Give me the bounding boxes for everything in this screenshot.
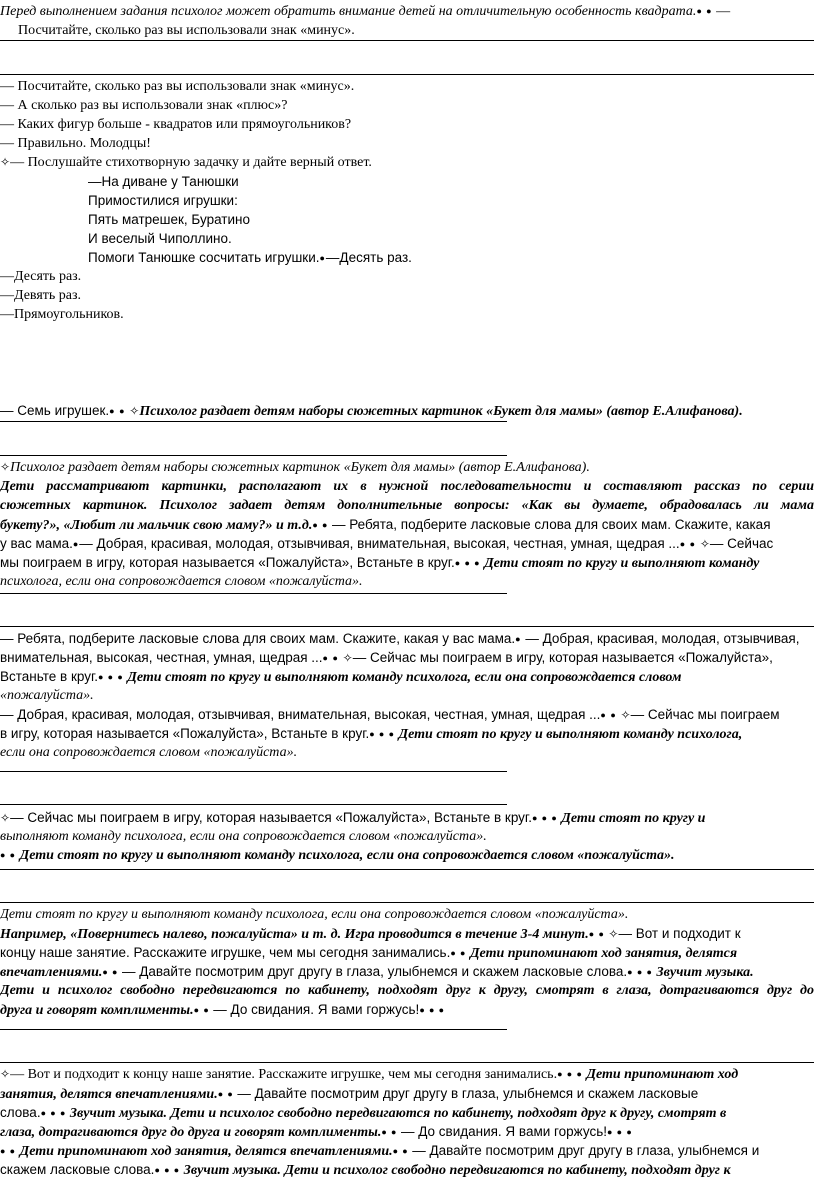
bullet-dots-icon: ● ● ● [419, 1005, 446, 1015]
paragraph-line [0, 667, 814, 686]
speech-text: концу наше занятие. Расскажите игрушке, чем мы сегодня занимались. [0, 945, 451, 960]
section-toys [0, 401, 814, 420]
star-icon: ✧ [0, 460, 11, 474]
dialogue-line [0, 153, 814, 172]
answer-line: —Девять раз. [0, 288, 82, 303]
paragraph-line: Дети и психолог свободно передвигаются по кабинету, подходят друг к другу, смотрят в глаза, дотрагиваются друг до [0, 983, 814, 998]
star-icon: ✧ [342, 651, 353, 665]
section-game [0, 808, 814, 865]
paragraph-line: «пожалуйста». [0, 688, 94, 703]
italic-text: Звучит музыка. [656, 965, 754, 980]
paragraph-line [0, 962, 814, 981]
star-icon: ✧ [0, 811, 11, 825]
poem-line [0, 248, 814, 267]
bullet-dots-icon: ● ● [679, 539, 697, 549]
speech-text: — Сейчас мы поиграем [630, 707, 780, 722]
paragraph-line [0, 458, 814, 477]
speech-text: в игру, которая называется «Пожалуйста», Встаньте в круг. [0, 726, 370, 741]
star-icon: ✧ [129, 404, 140, 418]
paragraph-line: Дети рассматривают картинки, располагают их в нужной последовательности и составляют рассказ по серии [0, 479, 814, 494]
bullet-dots-icon: ● ● [450, 948, 467, 958]
divider-line [0, 804, 507, 805]
bullet-dots-icon: ● ● ● [40, 1108, 67, 1118]
divider-line [0, 40, 814, 41]
speech-text: — Давайте посмотрим друг другу в глаза, улыбнемся и скажем ласковые [237, 1086, 699, 1101]
bullet-dots-icon: ● ● [392, 1146, 409, 1156]
italic-text: друга и говорят комплименты. [0, 1003, 194, 1018]
paragraph-line [0, 2, 814, 21]
speech-text: — Добрая, красивая, молодая, отзывчивая, внимательная, высокая, честная, умная, щедрая ... [79, 536, 680, 551]
divider-line [0, 593, 507, 594]
bullet-dots-icon: ● ● ● [627, 967, 653, 977]
dash-text: — [716, 4, 731, 19]
speech-text: — Ребята, подберите ласковые слова для своих мам. Скажите, какая [331, 517, 771, 532]
paragraph-line [0, 1065, 814, 1084]
paragraph-line [0, 534, 814, 553]
paragraph-line [0, 705, 814, 724]
bullet-dots-icon: ● ● ● [607, 1127, 633, 1137]
dialogue-line: — Посчитайте, сколько раз вы использовали знак «минус». [0, 79, 355, 94]
paragraph-line: если она сопровождается словом «пожалуйста». [0, 745, 298, 760]
divider-line [0, 902, 814, 903]
answer-text: —Десять раз. [325, 250, 412, 265]
italic-text: букету?», «Любит ли мальчик свою маму?» и т.д. [0, 518, 313, 533]
bullet-dots-icon: ● ● [109, 406, 126, 416]
divider-line [0, 421, 507, 422]
italic-text: Дети припоминают ход занятия, делятся [469, 946, 738, 961]
paragraph-line: выполняют команду психолога, если она сопровождается словом «пожалуйста». [0, 829, 487, 844]
paragraph-line [0, 1084, 814, 1103]
paragraph-line [0, 648, 814, 667]
speech-text: — Добрая, красивая, молодая, отзывчивая, [525, 631, 800, 646]
speech-text: у вас мама. [0, 536, 73, 551]
bullet-dots-icon: ● ● ● [97, 672, 124, 682]
paragraph-line [0, 924, 814, 943]
star-icon: ✧ [0, 155, 11, 169]
paragraph-line [0, 515, 814, 534]
paragraph-line [0, 1122, 814, 1141]
divider-line [0, 1029, 507, 1030]
dialogue-line: — Правильно. Молодцы! [0, 136, 151, 151]
italic-text: впечатлениями. [0, 965, 103, 980]
bullet-dots-icon: ● ● [102, 967, 119, 977]
bullet-dots-icon: ● ● ● [369, 729, 396, 739]
dialogue-line: — Каких фигур больше - квадратов или прямоугольников? [0, 117, 352, 132]
italic-text: Психолог раздает детям наборы сюжетных картинок «Букет для мамы» (автор Е.Алифанова). [139, 404, 743, 419]
section-dialogue [0, 77, 814, 324]
italic-text: Дети стоят по кругу и выполняют команду [484, 556, 760, 571]
answer-text: — Семь игрушек. [0, 403, 110, 418]
bullet-dots-icon: ● ● ● [531, 813, 558, 823]
speech-text: — Сейчас [709, 536, 774, 551]
speech-text: — Ребята, подберите ласковые слова для своих мам. Скажите, какая у вас мама. [0, 631, 516, 646]
italic-text: Звучит музыка. Дети и психолог свободно передвигаются по кабинету, подходят друг к другу, смотрят в [69, 1106, 727, 1121]
star-icon: ✧ [699, 537, 710, 551]
speech-text: — Давайте посмотрим друг другу в глаза, улыбнемся и [412, 1143, 760, 1158]
paragraph-line [0, 943, 814, 962]
bullet-dots-icon: ● [515, 634, 522, 644]
section-intro [0, 2, 814, 40]
italic-text: Дети припоминают ход занятия, делятся впечатлениями. [19, 1144, 393, 1159]
poem-text: Помоги Танюшке сосчитать игрушки. [88, 250, 320, 265]
italic-text: Звучит музыка. Дети и психолог свободно передвигаются по кабинету, подходят друг к [183, 1163, 731, 1178]
paragraph-line [0, 808, 814, 827]
paragraph-line: сюжетных картинок. Психолог задает детям дополнительные вопросы: «Как вы думаете, обрадовалась ли мама [0, 498, 814, 513]
speech-text: слова. [0, 1105, 41, 1120]
italic-text: занятия, делятся впечатлениями. [0, 1087, 218, 1102]
divider-line [0, 771, 507, 772]
italic-text: глаза, дотрагиваются друг до друга и говорят комплименты. [0, 1125, 382, 1140]
paragraph-line [0, 401, 814, 420]
speech-text: Встаньте в круг. [0, 669, 98, 684]
section-closing [0, 905, 814, 1019]
bullet-dots-icon: ● ● [600, 710, 617, 720]
divider-line [0, 1062, 814, 1063]
paragraph-line [0, 846, 814, 865]
bullet-dots-icon: ● [319, 253, 326, 263]
paragraph-line [0, 553, 814, 572]
paragraph-line [0, 1141, 814, 1160]
paragraph-line [0, 724, 814, 743]
bullet-dots-icon: ● ● [0, 1146, 17, 1156]
paragraph-line: Посчитайте, сколько раз вы использовали знак «минус». [18, 23, 355, 38]
bullet-dots-icon: ● ● [312, 520, 329, 530]
poem-line: Пять матрешек, Буратино [88, 212, 250, 227]
section-kind-words [0, 629, 814, 762]
bullet-dots-icon: ● [72, 539, 80, 549]
section-pictures [0, 458, 814, 591]
bullet-dots-icon: ● ● [0, 850, 17, 860]
speech-text: скажем ласковые слова. [0, 1162, 155, 1177]
divider-line [0, 869, 814, 870]
section-farewell [0, 1065, 814, 1179]
speech-text: — До свидания. Я вами горжусь! [213, 1002, 420, 1017]
dialogue-line: — А сколько раз вы использовали знак «плюс»? [0, 98, 288, 113]
bullet-dots-icon: ● ● [696, 6, 713, 16]
star-icon: ✧ [620, 708, 631, 722]
poem-line: И веселый Чиполлино. [88, 231, 232, 246]
answer-line: —Прямоугольников. [0, 307, 124, 322]
poem-line: —На диване у Танюшки [88, 174, 239, 189]
italic-text: Дети стоят по кругу и [561, 811, 706, 826]
bullet-dots-icon: ● ● ● [154, 1165, 181, 1175]
answer-line: —Десять раз. [0, 269, 82, 284]
divider-line [0, 626, 814, 627]
speech-text: — До свидания. Я вами горжусь! [400, 1124, 607, 1139]
divider-line [0, 455, 507, 456]
italic-text: Дети стоят по кругу и выполняют команду психолога, если она сопровождается словом «пожалуйста». [19, 848, 675, 863]
bullet-dots-icon: ● ● ● [557, 1069, 583, 1079]
italic-text: Психолог раздает детям наборы сюжетных картинок «Букет для мамы» (автор Е.Алифанова). [10, 460, 590, 475]
poem-line: Примостилися игрушки: [88, 193, 238, 208]
italic-text: Перед выполнением задания психолог может обратить внимание детей на отличительную особенность квадрата. [0, 4, 697, 19]
italic-text: Дети припоминают ход [586, 1067, 739, 1082]
paragraph-line: Дети стоят по кругу и выполняют команду психолога, если она сопровождается словом «пожалуйста». [0, 907, 629, 922]
speech-text: мы поиграем в игру, которая называется «Пожалуйста», Встаньте в круг. [0, 555, 455, 570]
speech-text: внимательная, высокая, честная, умная, щедрая ... [0, 650, 323, 665]
italic-text: Например, «Повернитесь налево, пожалуйста» и т. д. Игра проводится в течение 3-4 минут. [0, 927, 589, 942]
paragraph-line [0, 1103, 814, 1122]
speech-text: — Сейчас мы поиграем в игру, которая называется «Пожалуйста», [352, 650, 773, 665]
star-icon: ✧ [0, 1067, 11, 1081]
bullet-dots-icon: ● ● [217, 1089, 234, 1099]
speech-text: — Вот и подходит к [618, 926, 741, 941]
speech-text: — Добрая, красивая, молодая, отзывчивая, внимательная, высокая, честная, умная, щедрая ... [0, 707, 601, 722]
speech-text: — Вот и подходит к концу наше занятие. Расскажите игрушке, чем мы сегодня занимались. [10, 1067, 558, 1082]
paragraph-line: психолога, если она сопровождается словом «пожалуйста». [0, 574, 363, 589]
star-icon: ✧ [608, 927, 619, 941]
paragraph-line [0, 629, 814, 648]
paragraph-line [0, 1160, 814, 1179]
bullet-dots-icon: ● ● [193, 1005, 210, 1015]
divider-line [0, 74, 814, 75]
paragraph-line [0, 1000, 814, 1019]
dialogue-text: — Послушайте стихотворную задачку и дайте верный ответ. [10, 155, 372, 170]
bullet-dots-icon: ● ● [322, 653, 339, 663]
bullet-dots-icon: ● ● ● [454, 558, 481, 568]
speech-text: — Сейчас мы поиграем в игру, которая называется «Пожалуйста», Встаньте в круг. [10, 810, 532, 825]
bullet-dots-icon: ● ● [381, 1127, 398, 1137]
speech-text: — Давайте посмотрим друг другу в глаза, улыбнемся и скажем ласковые слова. [121, 964, 628, 979]
italic-text: Дети стоят по кругу и выполняют команду психолога, если она сопровождается словом [127, 670, 682, 685]
bullet-dots-icon: ● ● [588, 929, 605, 939]
italic-text: Дети стоят по кругу и выполняют команду психолога, [398, 727, 743, 742]
